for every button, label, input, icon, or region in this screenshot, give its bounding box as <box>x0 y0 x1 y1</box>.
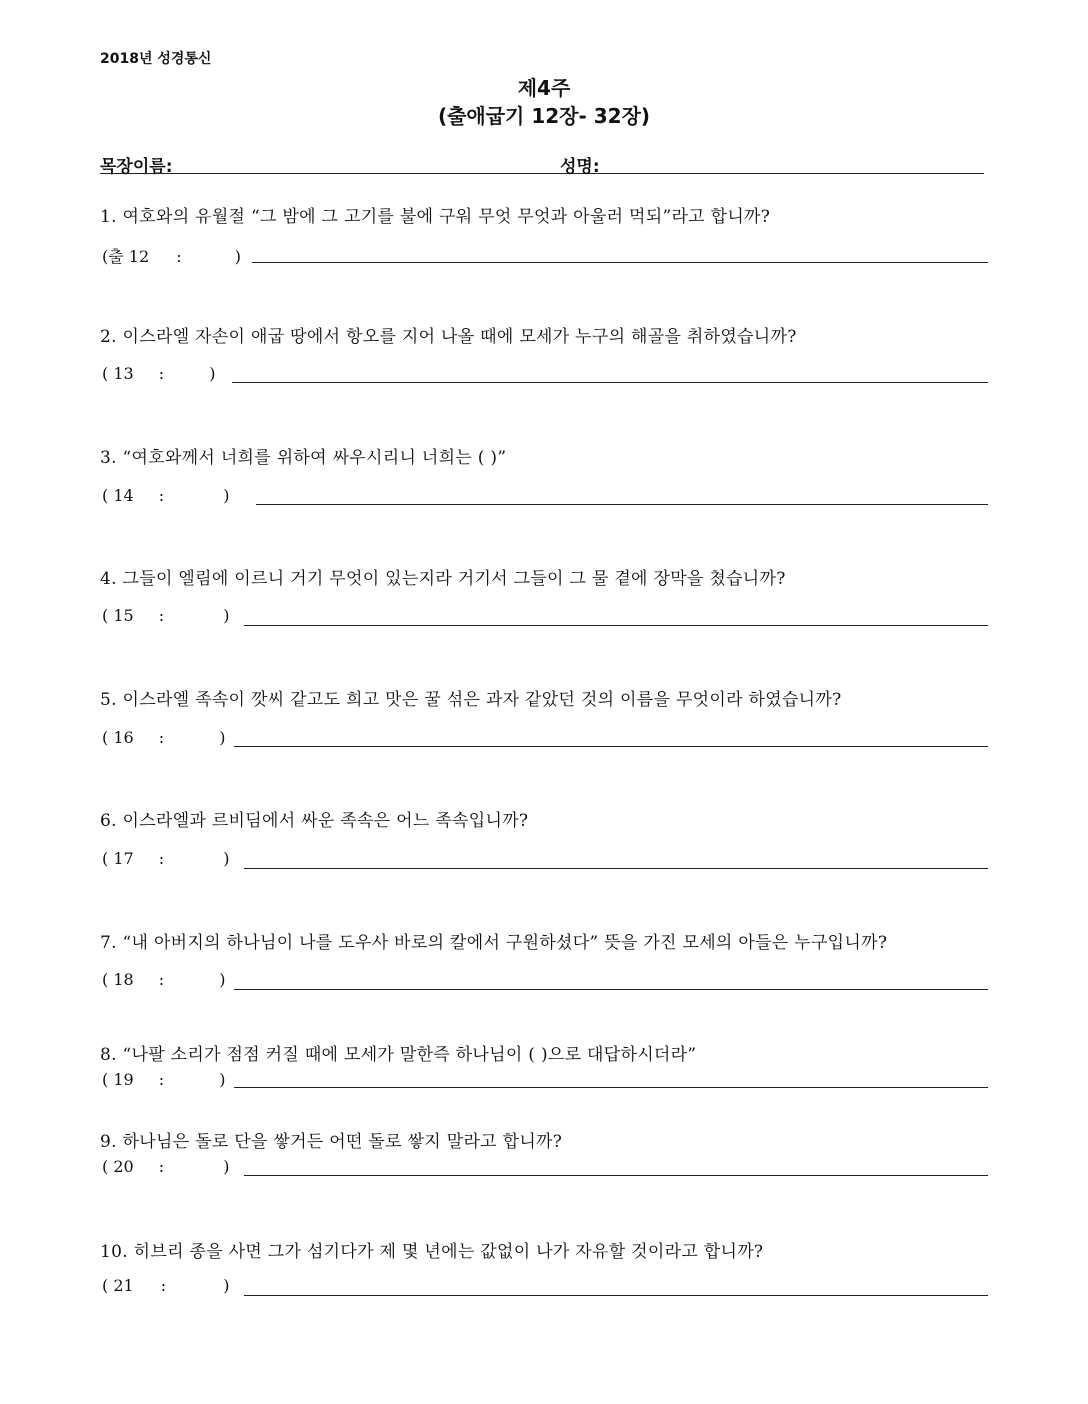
reference-9 <box>102 1157 230 1176</box>
reference-colon: : <box>158 606 165 625</box>
reference-close: ) <box>223 606 230 625</box>
reference-close: ) <box>223 1276 230 1295</box>
reference-close: ) <box>219 728 226 747</box>
reference-open: ( 16 <box>102 728 134 747</box>
reference-colon: : <box>158 970 165 989</box>
document-header-label: 2018년 성경통신 <box>100 51 212 67</box>
answer-line-2[interactable] <box>232 382 988 383</box>
answer-line-7[interactable] <box>234 989 988 990</box>
reference-7 <box>102 970 226 989</box>
reference-close: ) <box>219 970 226 989</box>
reference-colon: : <box>158 728 165 747</box>
question-9: 9. 하나님은 돌로 단을 쌓거든 어떤 돌로 쌓지 말라고 합니까? <box>100 1132 563 1152</box>
reference-close: ) <box>234 247 241 266</box>
reference-close: ) <box>223 486 230 505</box>
name-label: 성명: <box>560 157 600 177</box>
page-title: 제4주 <box>517 76 571 100</box>
answer-line-10[interactable] <box>244 1295 988 1296</box>
pastor-label: 목장이름: <box>100 157 173 177</box>
reference-6 <box>102 849 230 868</box>
reference-colon: : <box>158 849 165 868</box>
question-6: 6. 이스라엘과 르비딤에서 싸운 족속은 어느 족속입니까? <box>100 811 529 831</box>
reference-colon: : <box>158 1070 165 1089</box>
question-8: 8. “나팔 소리가 점점 커질 때에 모세가 말한즉 하나님이 ( )으로 대답하시더라” <box>100 1045 697 1065</box>
reference-open: (출 12 <box>102 247 150 266</box>
reference-open: ( 15 <box>102 606 134 625</box>
answer-line-3[interactable] <box>256 504 988 505</box>
reference-open: ( 20 <box>102 1157 134 1176</box>
reference-open: ( 21 <box>102 1276 134 1295</box>
reference-colon: : <box>158 486 165 505</box>
page-subtitle: (출애굽기 12장- 32장) <box>437 104 651 128</box>
pastor-name-field[interactable] <box>100 152 984 174</box>
question-5: 5. 이스라엘 족속이 깟씨 같고도 희고 맛은 꿀 섞은 과자 같았던 것의 이름을 무엇이라 하였습니까? <box>100 690 842 710</box>
question-3: 3. “여호와께서 너희를 위하여 싸우시리니 너희는 ( )” <box>100 448 507 468</box>
reference-8 <box>102 1070 226 1089</box>
answer-line-5[interactable] <box>234 746 988 747</box>
question-4: 4. 그들이 엘림에 이르니 거기 무엇이 있는지라 거기서 그들이 그 물 곁에 장막을 쳤습니까? <box>100 569 786 589</box>
reference-open: ( 19 <box>102 1070 134 1089</box>
reference-5 <box>102 728 226 747</box>
question-7: 7. “내 아버지의 하나님이 나를 도우사 바로의 칼에서 구원하셨다” 뜻을 가진 모세의 아들은 누구입니까? <box>100 933 888 953</box>
reference-1 <box>102 244 241 267</box>
reference-close: ) <box>223 1157 230 1176</box>
answer-line-9[interactable] <box>244 1175 988 1176</box>
reference-open: ( 18 <box>102 970 134 989</box>
reference-2 <box>102 364 216 383</box>
reference-colon: : <box>158 364 165 383</box>
answer-line-8[interactable] <box>234 1087 988 1088</box>
reference-colon: : <box>176 247 182 266</box>
reference-close: ) <box>223 849 230 868</box>
reference-4 <box>102 606 230 625</box>
question-1: 1. 여호와의 유월절 “그 밤에 그 고기를 불에 구워 무엇 무엇과 아울러 먹되”라고 합니까? <box>100 207 771 227</box>
reference-colon: : <box>160 1276 167 1295</box>
reference-open: ( 17 <box>102 849 134 868</box>
answer-line-6[interactable] <box>244 868 988 869</box>
answer-line-4[interactable] <box>244 625 988 626</box>
reference-open: ( 14 <box>102 486 134 505</box>
reference-close: ) <box>219 1070 226 1089</box>
reference-close: ) <box>209 364 216 383</box>
question-10: 10. 히브리 종을 사면 그가 섬기다가 제 몇 년에는 값없이 나가 자유할 것이라고 합니까? <box>100 1242 764 1262</box>
question-2: 2. 이스라엘 자손이 애굽 땅에서 항오를 지어 나올 때에 모세가 누구의 해골을 취하였습니까? <box>100 327 797 347</box>
reference-10 <box>102 1276 230 1295</box>
reference-colon: : <box>158 1157 165 1176</box>
answer-line-1[interactable] <box>252 262 988 263</box>
reference-3 <box>102 486 230 505</box>
reference-open: ( 13 <box>102 364 134 383</box>
